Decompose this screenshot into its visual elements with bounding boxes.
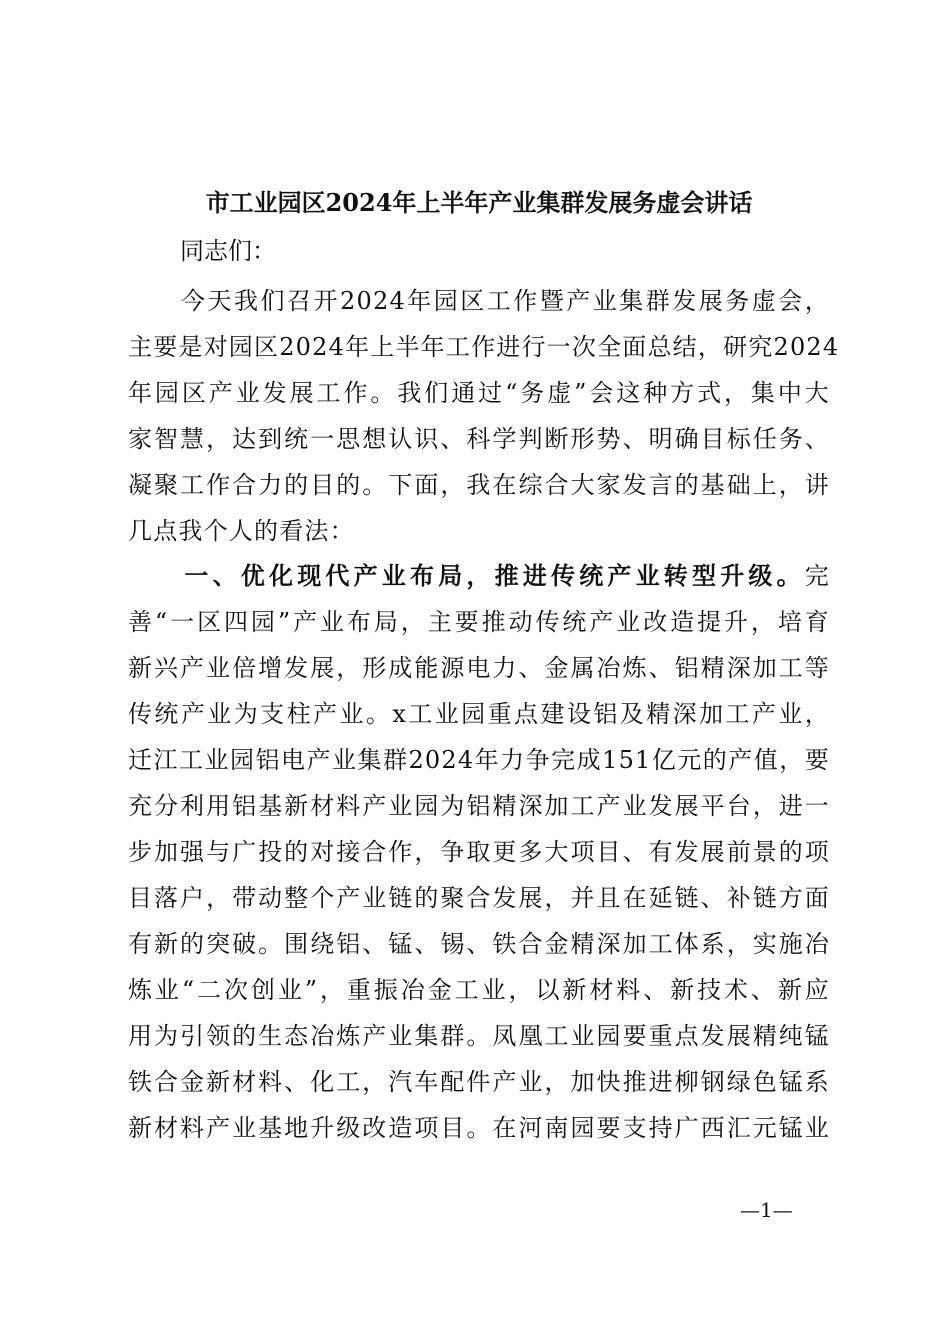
paragraph-line: 有新的突破。围绕铝、锰、锡、铁合金精深加工体系，实施冶	[128, 930, 830, 958]
paragraph-intro	[128, 278, 840, 554]
paragraph-line: 家智慧，达到统一思想认识、科学判断形势、明确目标任务、	[128, 425, 830, 453]
paragraph-line: 年园区产业发展工作。我们通过“务虚”会这种方式，集中大	[128, 379, 830, 407]
paragraph-line: 几点我个人的看法：	[128, 517, 355, 545]
paragraph-line: 凝聚工作合力的目的。下面，我在综合大家发言的基础上，讲	[128, 471, 830, 499]
paragraph-line: 步加强与广投的对接合作，争取更多大项目、有发展前景的项	[128, 838, 830, 866]
paragraph-line: 今天我们召开2024年园区工作暨产业集群发展务虚会，	[128, 287, 830, 315]
paragraph-line: 用为引领的生态冶炼产业集群。凤凰工业园要重点发展精纯锰	[128, 1022, 830, 1050]
paragraph-line: 主要是对园区2024年上半年工作进行一次全面总结，研究2024	[128, 333, 840, 361]
paragraph-line: 善“一区四园”产业布局，主要推动传统产业改造提升，培育	[128, 608, 830, 636]
paragraph-line	[128, 553, 830, 599]
document-title: 市工业园区2024年上半年产业集群发展务虚会讲话	[205, 188, 753, 217]
paragraph-line: 新材料产业基地升级改造项目。在河南园要支持广西汇元锰业	[128, 1114, 830, 1142]
paragraph-line: 炼业“二次创业”，重振冶金工业，以新材料、新技术、新应	[128, 976, 830, 1004]
paragraph-line: 充分利用铝基新材料产业园为铝精深加工产业发展平台，进一	[128, 792, 830, 820]
paragraph-section-1	[128, 553, 830, 1151]
page-number: —1—	[740, 1198, 793, 1222]
paragraph-line: 新兴产业倍增发展，形成能源电力、金属冶炼、铝精深加工等	[128, 654, 830, 682]
paragraph-line: 目落户，带动整个产业链的聚合发展，并且在延链、补链方面	[128, 884, 830, 912]
greeting: 同志们：	[180, 237, 276, 265]
paragraph-line: 迁江工业园铝电产业集群2024年力争完成151亿元的产值，要	[128, 746, 830, 774]
paragraph-line: 传统产业为支柱产业。x工业园重点建设铝及精深加工产业，	[128, 700, 830, 728]
paragraph-line: 铁合金新材料、化工，汽车配件产业，加快推进柳钢绿色锰系	[128, 1068, 830, 1096]
section-heading: 一、优化现代产业布局，推进传统产业转型升级。	[184, 561, 805, 590]
paragraph-line-tail: 完	[804, 562, 830, 590]
